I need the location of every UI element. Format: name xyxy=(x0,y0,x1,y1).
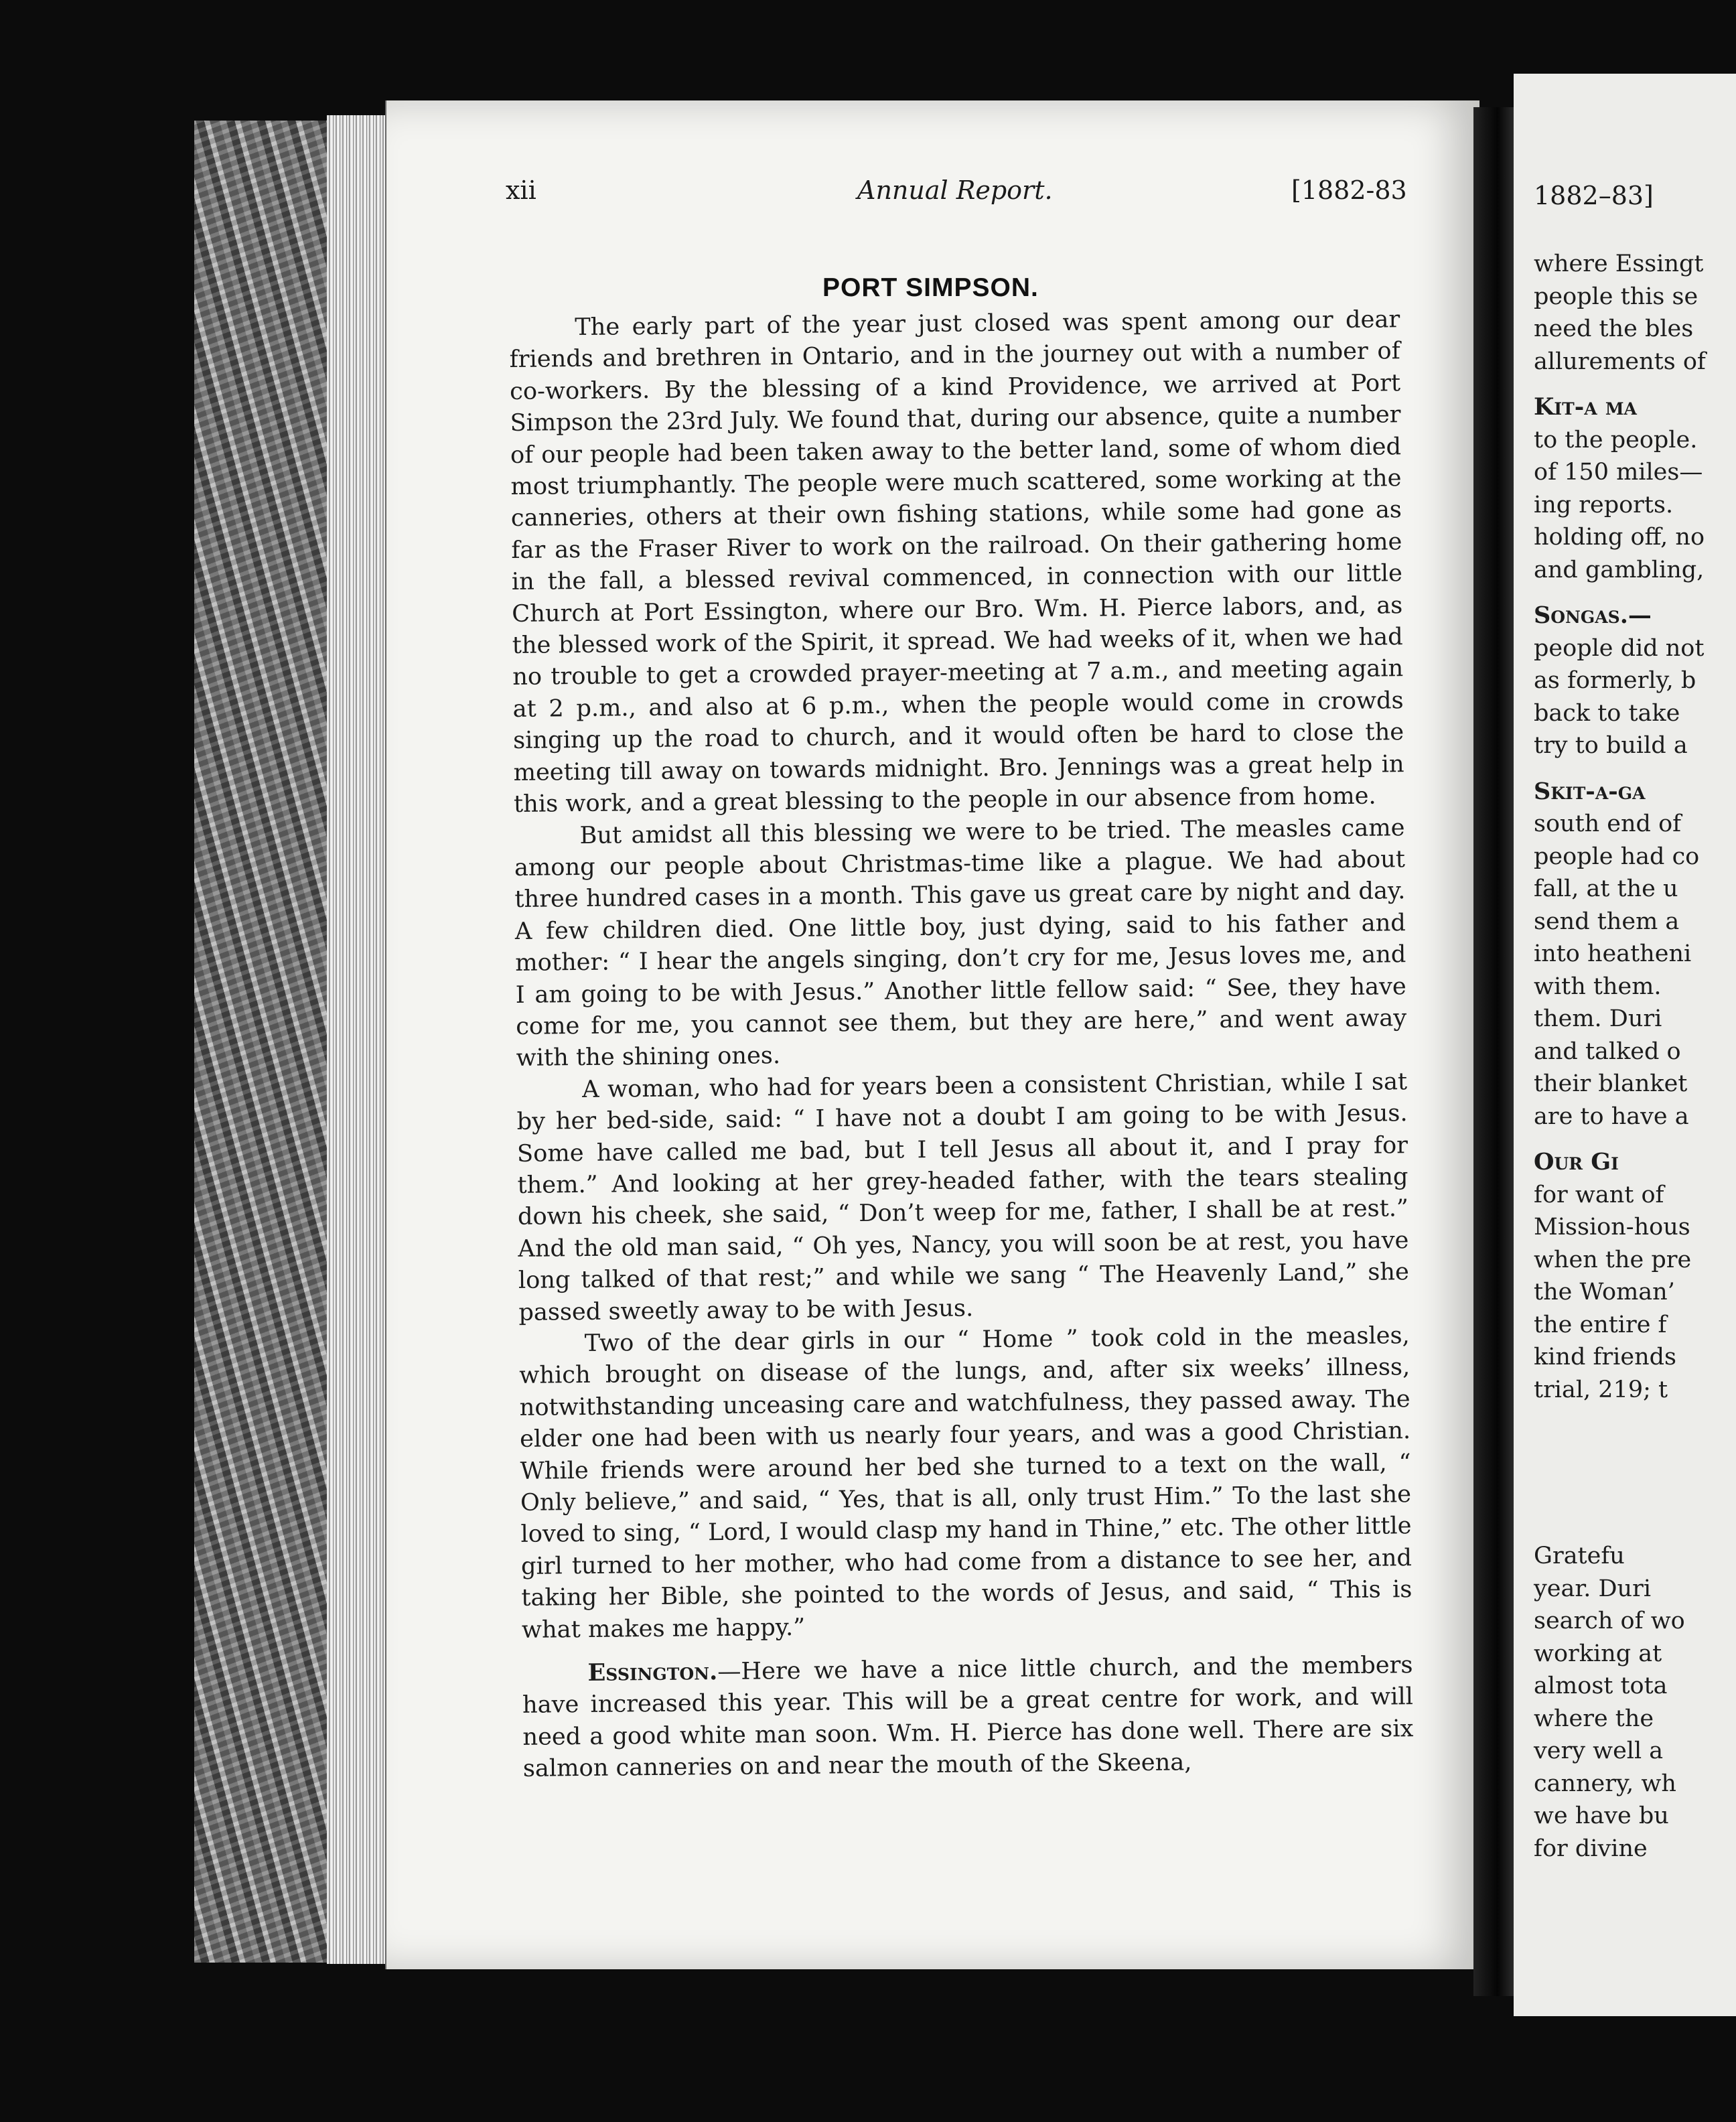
text-line: and gambling, xyxy=(1534,556,1705,583)
text-line: into heatheni xyxy=(1534,940,1692,967)
text-line: ing reports. xyxy=(1534,491,1674,518)
text-line: need the bles xyxy=(1534,315,1694,342)
text-line: Gratefu xyxy=(1534,1543,1625,1569)
text-line: Songas.— xyxy=(1534,602,1652,629)
text-line: them. Duri xyxy=(1534,1005,1662,1032)
text-line: search of wo xyxy=(1534,1608,1685,1634)
marbled-book-edge xyxy=(194,121,328,1963)
text-line: people had co xyxy=(1534,843,1700,870)
text-line: the entire f xyxy=(1534,1311,1667,1338)
essington-text: —Here we have a nice little church, and the members have increased this year. This will be a great centre for work, and will need a good white man soon. Wm. H. Pierce has done well. There are six salmon canneries on and near the mouth of the Skeena, xyxy=(522,1651,1414,1783)
text-line: with them. xyxy=(1534,973,1662,1000)
page-number: xii xyxy=(506,175,536,205)
text-line: of 150 miles— xyxy=(1534,459,1703,486)
text-line: people did not xyxy=(1534,634,1705,662)
book-gutter xyxy=(1473,107,1514,1996)
section-title: PORT SIMPSON. xyxy=(822,273,1039,302)
right-page-year: 1882–83] xyxy=(1534,181,1654,210)
text-line: to the people. xyxy=(1534,426,1698,453)
paragraph: The early part of the year just closed was spent among our dear friends and brethren in Ontario, and in the journey out with a number of co-workers. By the blessing of a kind Providence, we arrived at Port Simpson the 23rd July. We found that, during our absence, quite a number of our people had been taken away to the better land, some of whom died most triumphantly. The people were much scattered, some working at the canneries, others at their own fishing stations, while some had gone as far as the Fraser River to work on the railroad. On their gathering home in the fall, a blessed revival commenced, in connection with our little Church at Port Essington, where our Bro. Wm. H. Pierce labors, and, as the blessed work of the Spirit, it spread. We had weeks of it, when we had no trouble to get a crowded prayer-meeting at 7 a.m., and meeting again at 2 p.m., and also at 6 p.m., when the people would come in crowds singing up the road to church, and it would often be hard to close the meeting till away on towards midnight. Bro. Jennings was a great help in this work, and a great blessing to the people in our absence from home. xyxy=(509,305,1404,819)
page-year: [1882-83 xyxy=(1291,175,1407,205)
text-line: the Woman’ xyxy=(1534,1279,1675,1305)
right-page xyxy=(1514,74,1736,2016)
text-line: kind friends xyxy=(1534,1344,1676,1370)
text-line: Kit-a ma xyxy=(1534,393,1637,421)
text-line: people this se xyxy=(1534,283,1698,310)
text-line: Skit-a-ga xyxy=(1534,777,1646,805)
text-line: for want of xyxy=(1534,1181,1664,1208)
text-line: allurements of xyxy=(1534,348,1706,375)
paragraph: Two of the dear girls in our “ Home ” took cold in the measles, which brought on disease of the lungs, and, after six weeks’ illness, notwithstanding unceasing care and watchfulness, they passed away. The elder one had been with us nearly four years, and was a good Christian. While friends were around her bed she turned to a text on the wall, “ Only believe,” and said, “ Yes, that is all, only trust Him.” To the last she loved to sing, “ Lord, I would clasp my hand in Thine,” etc. The other little girl turned to her mother, who had come from a distance to see her, and taking her Bible, she pointed to the words of Jesus, and said, “ This is what makes me happy.” xyxy=(519,1322,1413,1644)
text-line: for divine xyxy=(1534,1835,1648,1862)
right-page-text xyxy=(1534,248,1735,1865)
text-line: Our Gi xyxy=(1534,1148,1619,1176)
text-line: year. Duri xyxy=(1534,1575,1652,1602)
text-line: we have bu xyxy=(1534,1802,1669,1829)
text-line: where Essingt xyxy=(1534,251,1704,277)
text-line: their blanket xyxy=(1534,1070,1688,1097)
text-line: trial, 219; t xyxy=(1534,1376,1668,1403)
text-line: where the xyxy=(1534,1705,1654,1732)
text-line: are to have a xyxy=(1534,1103,1689,1130)
page-stack-edge xyxy=(327,115,388,1964)
text-line: south end of xyxy=(1534,810,1682,837)
text-line: cannery, wh xyxy=(1534,1770,1676,1797)
text-line: as formerly, b xyxy=(1534,667,1696,694)
text-line: try to build a xyxy=(1534,732,1688,759)
text-line: when the pre xyxy=(1534,1246,1692,1273)
running-title: Annual Report. xyxy=(857,175,1053,205)
paragraph: A woman, who had for years been a consistent Christian, while I sat by her bed-side, said: “ I have not a doubt I am going to be with Jesus. Some have called me bad, but I tell Jesus all about it, and I pray for them.” And looking at her grey-headed father, with the tears stealing down his cheek, she said, “ Don’t weep for me, father, I shall be at rest.” And the old man said, “ Oh yes, Nancy, you will soon be at rest, you have long talked of that rest;” and while we sang “ The Heavenly Land,” she passed sweetly away to be with Jesus. xyxy=(516,1067,1410,1326)
text-line: back to take xyxy=(1534,699,1680,727)
text-line: very well a xyxy=(1534,1738,1664,1764)
body-text xyxy=(509,303,1414,1784)
text-line: working at xyxy=(1534,1640,1662,1667)
text-line: fall, at the u xyxy=(1534,875,1678,902)
text-line: Mission-hous xyxy=(1534,1214,1690,1241)
text-line: holding off, no xyxy=(1534,524,1705,551)
text-line: send them a xyxy=(1534,908,1680,935)
text-line: and talked o xyxy=(1534,1038,1681,1065)
paragraph: But amidst all this blessing we were to be tried. The measles came among our people about Christmas-time like a plague. We had about three hundred cases in a month. This gave us great care by night and day. A few children died. One little boy, just dying, said to his father and mother: “ I hear the angels singing, don’t cry for me, Jesus loves me, and I am going to be with Jesus.” Another little fellow said: “ See, they have come for me, you cannot see them, but they are here,” and went away with the shining ones. xyxy=(514,813,1407,1072)
essington-paragraph xyxy=(522,1649,1414,1784)
essington-heading: Essington. xyxy=(587,1658,718,1687)
text-line: almost tota xyxy=(1534,1673,1668,1699)
